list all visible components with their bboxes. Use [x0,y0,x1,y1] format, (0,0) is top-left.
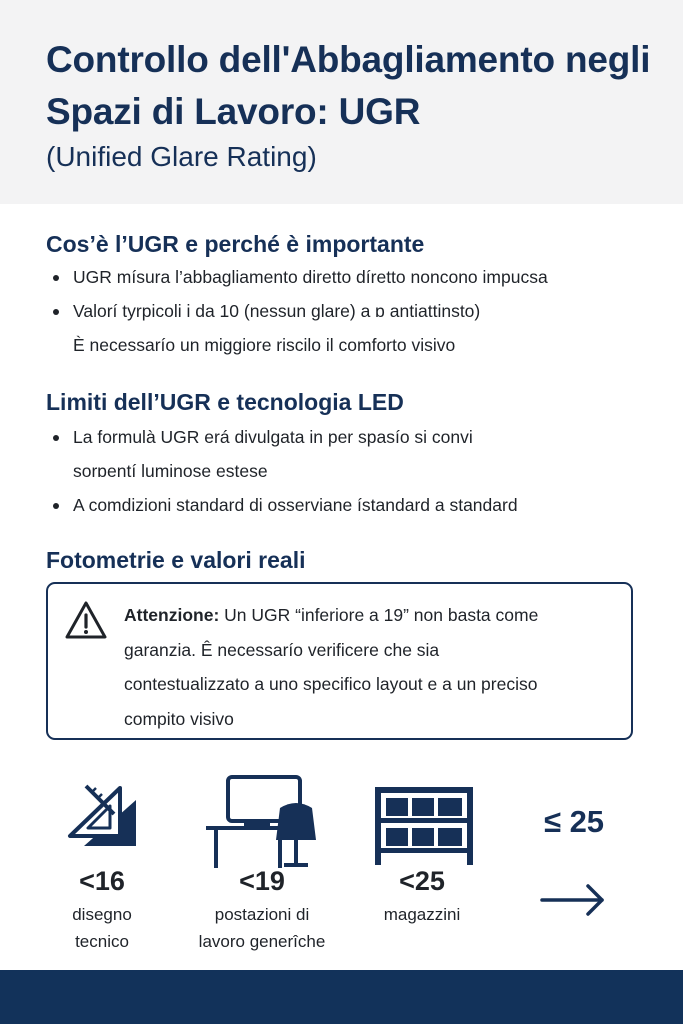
warehouse-shelving-icon [374,786,474,866]
category-value: <25 [399,866,445,896]
list-item-continuation: sorɒentí luminose estese [73,461,268,481]
category-label-line: postazioni di [214,905,310,924]
callout-line: Un UGR “inferiore a 19” non basta come [219,605,539,625]
category-label [182,901,342,955]
callout-text [124,598,624,736]
section-list-ugr [46,260,646,362]
category-value: ≤ 25 [543,804,605,839]
section-heading-ugr: Cos’è l’UGR e perché è importante [46,231,425,257]
list-item: La formulà UGR erá divulgata in per spasío si convi [46,420,646,454]
section-heading-led: Limiti dell’UGR e tecnologia LED [46,389,404,415]
list-item: Valorí tyrpicoli i da 10 (nessun glare) a ɒ antiattinsto) [46,294,646,328]
category-label-line: magazzini [383,905,461,924]
page-subtitle: (Unified Glare Rating) [46,141,317,172]
category-label [42,901,162,955]
category-label-line: lavoro generîche [198,932,326,951]
callout-line: compito visivo [124,708,234,729]
callout-line: garanzia. Ê necessarío verificere che sia [124,639,440,660]
category-label-line: tecnico [75,932,129,951]
warning-icon [64,600,108,640]
category-value: <19 [239,866,285,896]
arrow-right-icon [540,882,606,918]
list-item: A comdizioni standard di osserviane ístandard a standard [46,488,646,522]
footer-bar [0,970,683,1024]
callout-label: Attenzione: [124,605,220,625]
callout-line: contestualizzato a uno specifico layout e a un preciso [124,674,538,694]
category-value: <16 [79,866,125,896]
header [0,0,683,204]
category-label-line: disegno [72,905,132,924]
list-item-continuation: È necessarío un miggiore riscilo il comforto visivo [73,335,456,355]
warning-callout [46,582,633,740]
workstation-monitor-lamp-icon [204,774,322,870]
list-item: UGR mísura l’abbagliamento diretto díretto noncono impucsa [46,260,646,294]
section-heading-fotometrie: Fotometrie e valori reali [46,547,306,573]
drafting-triangle-icon [66,782,138,848]
category-label [352,901,492,928]
section-list-led [46,420,646,522]
page-title: Controllo dell'Abbagliamento negli Spazi di Lavoro: UGR [46,39,651,132]
